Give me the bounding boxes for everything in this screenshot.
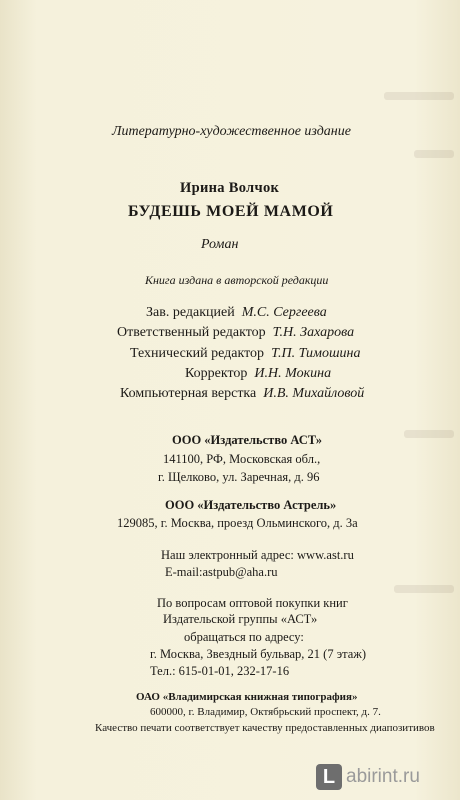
website-line: Наш электронный адрес: www.ast.ru xyxy=(161,548,354,562)
wholesale-line: Издательской группы «АСТ» xyxy=(163,612,318,626)
printer-address: 600000, г. Владимир, Октябрьский проспект, д. 7. xyxy=(150,706,381,718)
print-quality-note: Качество печати соответствует качеству предоставленных диапозитивов xyxy=(95,722,435,734)
email-line: E-mail:astpub@aha.ru xyxy=(165,565,278,579)
credit-name: Т.Н. Захарова xyxy=(272,325,355,340)
credit-role: Компьютерная верстка xyxy=(120,386,257,401)
credit-line xyxy=(185,366,331,382)
credit-line xyxy=(130,346,360,362)
show-through-mark xyxy=(394,585,454,593)
credit-name: Т.П. Тимошина xyxy=(271,346,361,361)
publisher-ast-address: г. Щелково, ул. Заречная, д. 96 xyxy=(158,470,320,484)
publisher-astrel-name: ООО «Издательство Астрель» xyxy=(165,498,337,512)
wholesale-line: По вопросам оптовой покупки книг xyxy=(157,596,348,610)
publisher-ast-name: ООО «Издательство АСТ» xyxy=(172,433,323,447)
show-through-mark xyxy=(414,150,454,158)
credit-name: М.С. Сергеева xyxy=(241,305,327,320)
wholesale-phone: Тел.: 615-01-01, 232-17-16 xyxy=(150,664,290,678)
credit-role: Зав. редакцией xyxy=(146,305,235,320)
credit-line xyxy=(117,325,354,341)
labirint-logo-icon: L xyxy=(316,764,342,790)
credit-line xyxy=(146,305,327,321)
credit-name: И.В. Михайловой xyxy=(263,386,365,401)
show-through-mark xyxy=(384,92,454,100)
wholesale-address: г. Москва, Звездный бульвар, 21 (7 этаж) xyxy=(150,647,367,661)
edition-note: Книга издана в авторской редакции xyxy=(145,273,329,287)
edition-type: Литературно-художественное издание xyxy=(112,124,351,139)
credit-role: Корректор xyxy=(185,366,248,381)
wholesale-line: обращаться по адресу: xyxy=(184,630,304,644)
credit-role: Ответственный редактор xyxy=(117,325,266,340)
watermark-text: abirint.ru xyxy=(346,766,420,787)
genre: Роман xyxy=(201,237,239,252)
credit-name: И.Н. Мокина xyxy=(254,366,332,381)
show-through-mark xyxy=(404,430,454,438)
credit-role: Технический редактор xyxy=(130,346,265,361)
publisher-ast-address: 141100, РФ, Московская обл., xyxy=(163,452,321,466)
publisher-astrel-address: 129085, г. Москва, проезд Ольминского, д. 3а xyxy=(117,516,358,530)
author-name: Ирина Волчок xyxy=(180,180,280,196)
printer-name: ОАО «Владимирская книжная типография» xyxy=(136,691,358,703)
credit-line xyxy=(120,386,364,402)
book-title: БУДЕШЬ МОЕЙ МАМОЙ xyxy=(128,203,334,220)
